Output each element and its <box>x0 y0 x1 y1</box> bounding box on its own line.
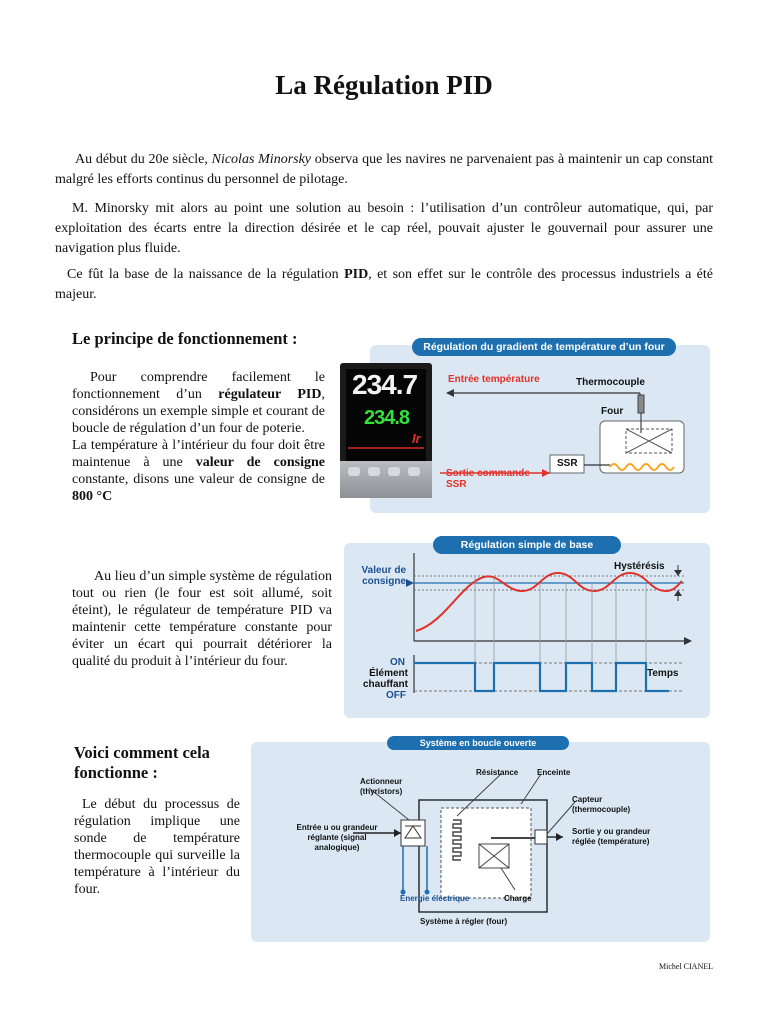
figure-title: Régulation du gradient de température d’un four <box>412 338 676 356</box>
label-capteur: Capteur (thermocouple) <box>572 795 631 814</box>
page-title: La Régulation PID <box>275 70 493 100</box>
s1-bold: valeur de consigne <box>195 455 325 470</box>
s1-text: Pour comprendre facilement le fonctionnement d’un <box>72 370 325 402</box>
section-heading-fonctionne: Voici comment cela fonctionne : <box>74 743 210 782</box>
label-sortie-y: Sortie y ou grandeur réglée (température) <box>572 827 651 846</box>
label-actionneur: Actionneur (thyristors) <box>360 777 403 796</box>
intro-text: observa que les navires ne parvenaient pas à maintenir un cap constant malgré les efforts continus du personnel de pilotage. <box>55 152 714 187</box>
s1-text: constante, disons une valeur de consigne de <box>72 472 325 487</box>
pid-bold: PID <box>344 267 369 282</box>
s1-bold: régulateur PID <box>218 387 322 402</box>
label-on: ON <box>390 657 405 668</box>
intro-paragraph-2: M. Minorsky mit alors au point une solution au besoin : l’utilisation d’un contrôleur automatique, qui, par exploitation des écarts entre la direction désirée et le cap réel, pouvait ajuster le gouvernail pour assurer une navigation plus fluide. <box>55 201 713 256</box>
label-valeur-consigne: Valeur de consigne <box>361 565 406 587</box>
label-element-chauffant: Élément chauffant <box>363 668 408 690</box>
controller-sv-display: 234.8 <box>364 407 410 429</box>
label-entree-temperature: Entrée température <box>448 374 540 385</box>
label-sortie-commande: Sortie commande SSR <box>446 468 530 490</box>
label-four: Four <box>601 406 624 417</box>
figure-title: Régulation simple de base <box>433 536 621 554</box>
label-enceinte: Enceinte <box>537 768 571 777</box>
label-charge: Charge <box>504 894 532 903</box>
intro-paragraph-3 <box>55 265 713 305</box>
section-heading-principe: Le principe de fonctionnement : <box>72 329 298 348</box>
label-resistance: Résistance <box>476 768 519 777</box>
intro-text: Au début du 20e siècle, <box>75 152 212 167</box>
label-thermocouple: Thermocouple <box>576 377 645 388</box>
label-off: OFF <box>386 690 406 701</box>
label-temps: Temps <box>647 668 679 679</box>
intro-text: , et son effet sur le contrôle des processus industriels a été majeur. <box>55 267 713 302</box>
controller-button[interactable] <box>348 467 360 476</box>
section1-text <box>72 369 325 505</box>
footer-author: Michel CIANEL <box>659 962 713 971</box>
figure-title: Système en boucle ouverte <box>387 736 569 750</box>
intro-text: Ce fût la base de la naissance de la régulation <box>67 267 345 282</box>
s3-text: Le début du processus de régulation implique une sonde de température thermocouple qui surveille la température à l’intérieur du four. <box>74 797 240 897</box>
label-systeme-a-regler: Système à régler (four) <box>420 917 508 926</box>
section2-text <box>72 568 332 670</box>
minorsky-name: Nicolas Minorsky <box>211 152 312 167</box>
label-energie-electrique: Énergie électrique <box>400 894 470 903</box>
s1-text: La température à l’intérieur du four doit être maintenue à une <box>72 438 325 470</box>
label-hysteresis: Hystérésis <box>614 561 665 572</box>
s1-bold: 800 °C <box>72 489 113 504</box>
controller-small-display: Ir <box>412 431 421 446</box>
controller-pv-display: 234.7 <box>352 369 418 400</box>
label-ssr: SSR <box>557 458 578 469</box>
intro-paragraph-1 <box>55 150 713 190</box>
s1-text: , considérons un exemple simple et courant de boucle de régulation d’un four de poterie. <box>72 387 325 436</box>
label-entree-u: Entrée u ou grandeur réglante (signal analogique) <box>296 823 378 852</box>
s2-text: Au lieu d’un simple système de régulation tout ou rien (le four est soit allumé, soit éteint), le régulateur de température PID va maintenir cette température constante pour éviter un écart qui pourrait détériorer la qualité du produit à l’intérieur du four. <box>72 569 332 669</box>
section3-text <box>74 796 240 898</box>
